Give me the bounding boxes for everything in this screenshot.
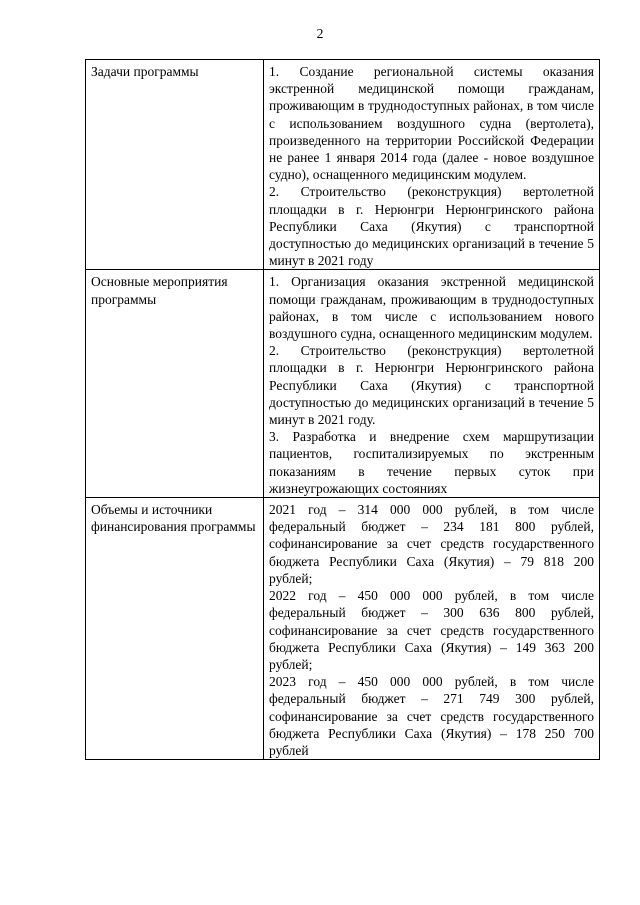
paragraph: 2023 год – 450 000 000 рублей, в том числе федеральный бюджет – 271 749 300 рублей, софинансирование за счет средств государственного бюджета Республики Саха (Якутия) – 178 250 700 рублей bbox=[269, 674, 594, 758]
row-label: Основные мероприятия программы bbox=[86, 270, 264, 498]
row-value bbox=[264, 270, 600, 498]
row-value bbox=[264, 498, 600, 760]
paragraph: 1. Организация оказания экстренной медицинской помощи гражданам, проживающим в труднодоступных районах, в том числе с использованием нового воздушного судна, оснащенного медицинским модулем. bbox=[269, 274, 594, 342]
table-row-funding bbox=[86, 498, 600, 760]
paragraph: 2022 год – 450 000 000 рублей, в том числе федеральный бюджет – 300 636 800 рублей, софинансирование за счет средств государственного бюджета Республики Саха (Якутия) – 149 363 200 рублей; bbox=[269, 588, 594, 672]
paragraph: 1. Создание региональной системы оказания экстренной медицинской помощи гражданам, проживающим в труднодоступных районах, в том числе с использованием воздушного судна (вертолета), произведенного на территории Российской Федерации не ранее 1 января 2014 года (далее - новое воздушное судно), оснащенного медицинским модулем. bbox=[269, 64, 594, 183]
row-label: Задачи программы bbox=[86, 60, 264, 270]
table-row-tasks bbox=[86, 60, 600, 270]
program-passport-table bbox=[85, 59, 600, 760]
page-number: 2 bbox=[316, 26, 324, 41]
paragraph: 2021 год – 314 000 000 рублей, в том числе федеральный бюджет – 234 181 800 рублей, софинансирование за счет средств государственного бюджета Республики Саха (Якутия) – 79 818 200 рублей; bbox=[269, 502, 594, 586]
paragraph: 2. Строительство (реконструкция) вертолетной площадки в г. Нерюнгри Нерюнгринского района Республики Саха (Якутия) с транспортной доступностью до медицинских организаций в течение 5 минут в 2021 году. bbox=[269, 343, 594, 428]
row-label: Объемы и источники финансирования программы bbox=[86, 498, 264, 760]
row-value bbox=[264, 60, 600, 270]
paragraph: 2. Строительство (реконструкция) вертолетной площадки в г. Нерюнгри Нерюнгринского района Республики Саха (Якутия) с транспортной доступностью до медицинских организаций в течение 5 минут в 2021 году bbox=[269, 184, 594, 269]
table-row-activities bbox=[86, 270, 600, 498]
paragraph: 3. Разработка и внедрение схем маршрутизации пациентов, госпитализируемых по экстренным показаниям в течение первых суток при жизнеугрожающих состояниях bbox=[269, 429, 594, 496]
